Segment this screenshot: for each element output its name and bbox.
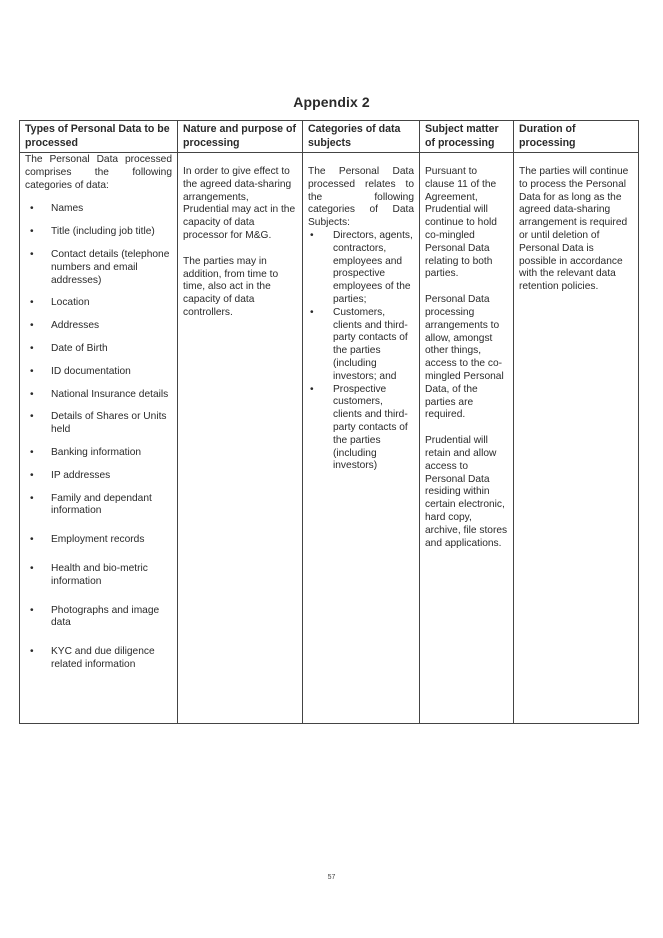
list-item: • Directors, agents, contractors, employees and prospective employees of the parties; xyxy=(308,230,414,307)
list-item: • ID documentation xyxy=(25,366,172,379)
types-intro: The Personal Data processed comprises the following categories of data: xyxy=(25,154,172,191)
list-item: • Location xyxy=(25,297,172,310)
subjects-intro: The Personal Data processed relates to the following categories of Data Subjects: xyxy=(308,166,414,229)
list-item: • IP addresses xyxy=(25,470,172,483)
list-item: • Names xyxy=(25,203,172,216)
list-item: • Banking information xyxy=(25,447,172,460)
list-item: • Customers, clients and third-party contacts of the parties (including investors; and xyxy=(308,307,414,384)
subject-matter-paragraph: Personal Data processing arrangements to allow, amongst other things, access to the co-mingled Personal Data, of the parties are required. xyxy=(425,294,504,421)
cell-nature xyxy=(178,153,303,724)
list-item: • Addresses xyxy=(25,320,172,333)
list-item: • Health and bio-metric information xyxy=(25,563,172,589)
list-item: • National Insurance details xyxy=(25,389,172,402)
subjects-list xyxy=(308,230,414,473)
subject-matter-paragraph: Prudential will retain and allow access to Personal Data residing within certain electronic, hard copy, archive, file stores and applications. xyxy=(425,435,508,549)
table-row xyxy=(20,153,639,724)
list-item: • Family and dependant information xyxy=(25,493,172,519)
appendix-table xyxy=(19,120,639,724)
header-types: Types of Personal Data to be processed xyxy=(20,121,178,153)
nature-paragraph: The parties may in addition, from time to time, also act in the capacity of data controllers. xyxy=(183,255,279,318)
table-header-row xyxy=(20,121,639,153)
subject-matter-paragraph: Pursuant to clause 11 of the Agreement, Prudential will continue to hold co-mingled Personal Data relating to both parties. xyxy=(425,166,497,280)
list-item: • Details of Shares or Units held xyxy=(25,411,172,437)
header-duration: Duration of processing xyxy=(514,121,639,153)
list-item: • Employment records xyxy=(25,534,172,547)
header-categories: Categories of data subjects xyxy=(303,121,420,153)
list-item: • Prospective customers, clients and third-party contacts of the parties (including investors) xyxy=(308,384,414,474)
cell-types xyxy=(20,153,178,724)
cell-subject-matter xyxy=(420,153,514,724)
list-item: • Date of Birth xyxy=(25,343,172,356)
types-list xyxy=(25,203,172,671)
page-number: 57 xyxy=(327,874,336,881)
duration-text: The parties will continue to process the Personal Data for as long as the agreed data-sharing arrangement is required or until deletion of Personal Data is possible in accordance with the relevant data retention policies. xyxy=(519,166,629,293)
page-title: Appendix 2 xyxy=(293,94,370,110)
nature-paragraph: In order to give effect to the agreed data-sharing arrangements, Prudential may act in the capacity of data processor for M&G. xyxy=(183,166,296,241)
cell-categories xyxy=(303,153,420,724)
list-item: • Contact details (telephone numbers and email addresses) xyxy=(25,249,172,287)
list-item: • Title (including job title) xyxy=(25,226,172,239)
header-subject-matter: Subject matter of processing xyxy=(420,121,514,153)
list-item: • KYC and due diligence related information xyxy=(25,646,172,672)
cell-duration xyxy=(514,153,639,724)
header-nature: Nature and purpose of processing xyxy=(178,121,303,153)
list-item: • Photographs and image data xyxy=(25,605,172,631)
